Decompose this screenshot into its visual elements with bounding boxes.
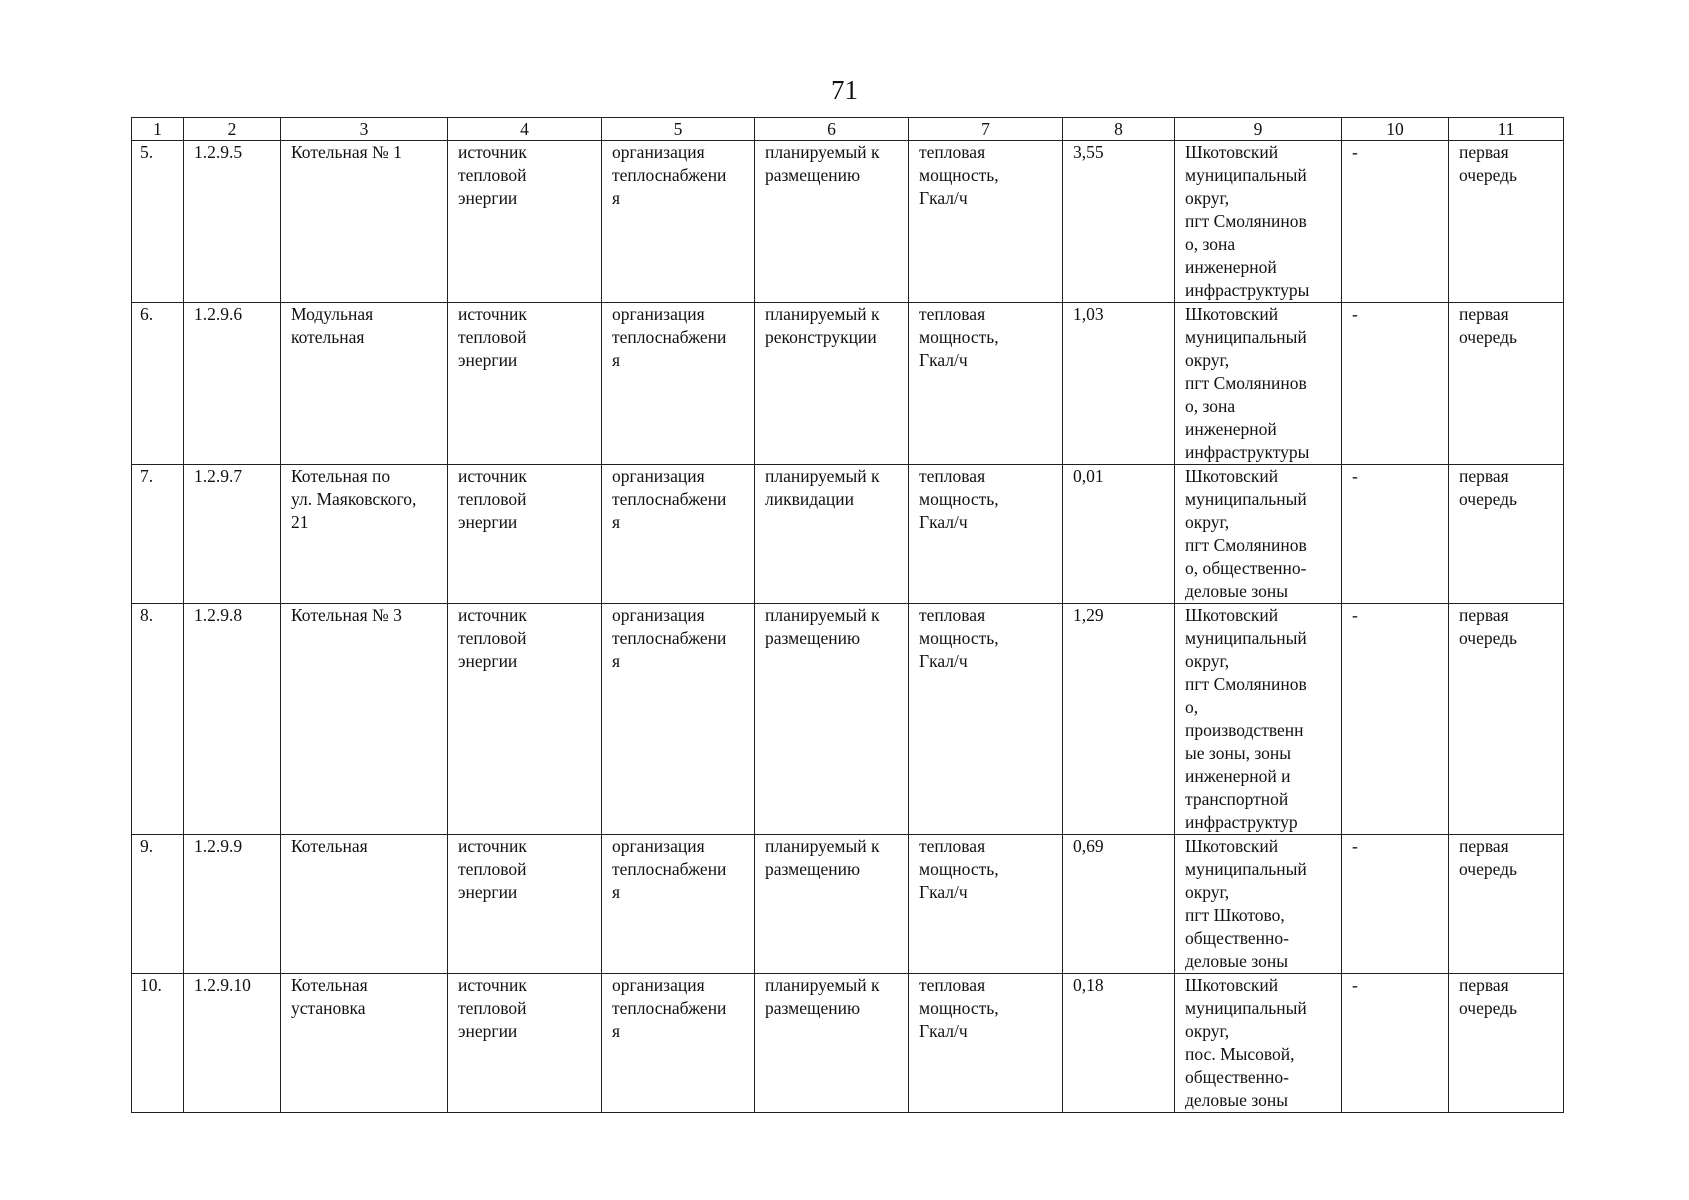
object-value: 0,69 xyxy=(1063,835,1175,974)
text-line: тепловой xyxy=(458,998,527,1018)
text-line: установка xyxy=(291,998,366,1018)
text-line: планируемый к xyxy=(765,304,880,324)
object-code: 1.2.9.9 xyxy=(184,835,281,974)
text-line: пгт Смолянинов xyxy=(1185,211,1307,231)
text-line: транспортной xyxy=(1185,789,1289,809)
column-10-value: - xyxy=(1342,835,1449,974)
text-line: Гкал/ч xyxy=(919,1021,968,1041)
text-line: я xyxy=(612,651,621,671)
object-characteristic xyxy=(909,604,1063,835)
object-purpose xyxy=(602,303,755,465)
text-line: мощность, xyxy=(919,327,999,347)
text-line: теплоснабжени xyxy=(612,165,727,185)
text-line: источник xyxy=(458,304,527,324)
object-name xyxy=(281,141,448,303)
text-line: Гкал/ч xyxy=(919,188,968,208)
page-number: 71 xyxy=(831,75,858,105)
object-status xyxy=(755,604,909,835)
object-code: 1.2.9.6 xyxy=(184,303,281,465)
column-10-value: - xyxy=(1342,604,1449,835)
text-line: Котельная № 1 xyxy=(291,142,402,162)
text-line: округ, xyxy=(1185,512,1230,532)
object-location xyxy=(1175,835,1342,974)
text-line: планируемый к xyxy=(765,836,880,856)
text-line: о, зона xyxy=(1185,234,1236,254)
text-line: теплоснабжени xyxy=(612,998,727,1018)
object-type xyxy=(448,141,602,303)
text-line: общественно- xyxy=(1185,928,1289,948)
text-line: ул. Маяковского, xyxy=(291,489,417,509)
text-line: планируемый к xyxy=(765,466,880,486)
object-status xyxy=(755,835,909,974)
text-line: первая xyxy=(1459,466,1509,486)
object-type xyxy=(448,604,602,835)
text-line: округ, xyxy=(1185,188,1230,208)
text-line: тепловая xyxy=(919,975,986,995)
text-line: организация xyxy=(612,975,705,995)
object-status xyxy=(755,141,909,303)
table-row xyxy=(132,141,1564,303)
header-cell-5: 5 xyxy=(602,118,755,141)
text-line: теплоснабжени xyxy=(612,859,727,879)
object-code: 1.2.9.7 xyxy=(184,465,281,604)
object-code: 1.2.9.8 xyxy=(184,604,281,835)
text-line: котельная xyxy=(291,327,365,347)
text-line: 21 xyxy=(291,512,309,532)
object-characteristic xyxy=(909,141,1063,303)
object-location xyxy=(1175,465,1342,604)
text-line: теплоснабжени xyxy=(612,327,727,347)
text-line: муниципальный xyxy=(1185,327,1307,347)
text-line: энергии xyxy=(458,512,518,532)
text-line: округ, xyxy=(1185,1021,1230,1041)
text-line: очередь xyxy=(1459,859,1518,879)
object-type xyxy=(448,303,602,465)
text-line: муниципальный xyxy=(1185,628,1307,648)
text-line: теплоснабжени xyxy=(612,628,727,648)
text-line: инфраструктуры xyxy=(1185,442,1310,462)
text-line: о, xyxy=(1185,697,1199,717)
object-name xyxy=(281,303,448,465)
header-cell-6: 6 xyxy=(755,118,909,141)
text-line: тепловой xyxy=(458,628,527,648)
text-line: муниципальный xyxy=(1185,165,1307,185)
text-line: инфраструктуры xyxy=(1185,280,1310,300)
text-line: теплоснабжени xyxy=(612,489,727,509)
text-line: Шкотовский xyxy=(1185,466,1279,486)
object-queue xyxy=(1449,974,1564,1113)
object-purpose xyxy=(602,141,755,303)
object-location xyxy=(1175,303,1342,465)
text-line: муниципальный xyxy=(1185,489,1307,509)
text-line: Модульная xyxy=(291,304,374,324)
header-cell-10: 10 xyxy=(1342,118,1449,141)
text-line: округ, xyxy=(1185,350,1230,370)
text-line: округ, xyxy=(1185,882,1230,902)
object-location xyxy=(1175,141,1342,303)
object-purpose xyxy=(602,835,755,974)
text-line: размещению xyxy=(765,998,861,1018)
text-line: мощность, xyxy=(919,998,999,1018)
object-code: 1.2.9.5 xyxy=(184,141,281,303)
header-cell-1: 1 xyxy=(132,118,184,141)
object-status xyxy=(755,974,909,1113)
text-line: я xyxy=(612,350,621,370)
column-10-value: - xyxy=(1342,303,1449,465)
object-purpose xyxy=(602,974,755,1113)
object-status xyxy=(755,465,909,604)
text-line: очередь xyxy=(1459,998,1518,1018)
text-line: пос. Мысовой, xyxy=(1185,1044,1295,1064)
text-line: Гкал/ч xyxy=(919,512,968,532)
text-line: Котельная по xyxy=(291,466,391,486)
text-line: мощность, xyxy=(919,165,999,185)
text-line: организация xyxy=(612,142,705,162)
column-10-value: - xyxy=(1342,141,1449,303)
object-queue xyxy=(1449,141,1564,303)
text-line: источник xyxy=(458,605,527,625)
text-line: планируемый к xyxy=(765,142,880,162)
text-line: Шкотовский xyxy=(1185,836,1279,856)
header-cell-7: 7 xyxy=(909,118,1063,141)
table-row xyxy=(132,604,1564,835)
text-line: я xyxy=(612,882,621,902)
text-line: округ, xyxy=(1185,651,1230,671)
text-line: пгт Смолянинов xyxy=(1185,535,1307,555)
object-name xyxy=(281,835,448,974)
text-line: о, зона xyxy=(1185,396,1236,416)
text-line: источник xyxy=(458,975,527,995)
header-row xyxy=(132,118,1564,141)
text-line: планируемый к xyxy=(765,975,880,995)
text-line: о, общественно- xyxy=(1185,558,1307,578)
object-code: 1.2.9.10 xyxy=(184,974,281,1113)
text-line: пгт Шкотово, xyxy=(1185,905,1285,925)
object-queue xyxy=(1449,303,1564,465)
text-line: энергии xyxy=(458,350,518,370)
text-line: деловые зоны xyxy=(1185,1090,1289,1110)
object-purpose xyxy=(602,465,755,604)
object-status xyxy=(755,303,909,465)
object-queue xyxy=(1449,604,1564,835)
text-line: тепловая xyxy=(919,142,986,162)
text-line: я xyxy=(612,188,621,208)
object-value: 1,03 xyxy=(1063,303,1175,465)
text-line: первая xyxy=(1459,975,1509,995)
text-line: тепловой xyxy=(458,165,527,185)
text-line: планируемый к xyxy=(765,605,880,625)
object-queue xyxy=(1449,465,1564,604)
text-line: Гкал/ч xyxy=(919,882,968,902)
table-row xyxy=(132,974,1564,1113)
text-line: организация xyxy=(612,836,705,856)
object-value: 3,55 xyxy=(1063,141,1175,303)
object-name xyxy=(281,604,448,835)
text-line: организация xyxy=(612,466,705,486)
text-line: тепловой xyxy=(458,327,527,347)
text-line: тепловая xyxy=(919,466,986,486)
header-cell-3: 3 xyxy=(281,118,448,141)
text-line: муниципальный xyxy=(1185,998,1307,1018)
header-cell-9: 9 xyxy=(1175,118,1342,141)
text-line: тепловая xyxy=(919,304,986,324)
text-line: деловые зоны xyxy=(1185,581,1289,601)
text-line: тепловая xyxy=(919,605,986,625)
text-line: инженерной xyxy=(1185,257,1277,277)
row-number: 6. xyxy=(132,303,184,465)
text-line: пгт Смолянинов xyxy=(1185,373,1307,393)
text-line: энергии xyxy=(458,1021,518,1041)
objects-table xyxy=(131,117,1564,1113)
text-line: организация xyxy=(612,605,705,625)
text-line: тепловая xyxy=(919,836,986,856)
text-line: муниципальный xyxy=(1185,859,1307,879)
text-line: источник xyxy=(458,142,527,162)
header-cell-11: 11 xyxy=(1449,118,1564,141)
text-line: я xyxy=(612,1021,621,1041)
text-line: производственн xyxy=(1185,720,1304,740)
table-row xyxy=(132,835,1564,974)
text-line: размещению xyxy=(765,859,861,879)
header-cell-8: 8 xyxy=(1063,118,1175,141)
text-line: мощность, xyxy=(919,859,999,879)
object-value: 1,29 xyxy=(1063,604,1175,835)
text-line: источник xyxy=(458,466,527,486)
object-name xyxy=(281,465,448,604)
text-line: энергии xyxy=(458,651,518,671)
text-line: пгт Смолянинов xyxy=(1185,674,1307,694)
text-line: энергии xyxy=(458,188,518,208)
text-line: тепловой xyxy=(458,859,527,879)
object-type xyxy=(448,465,602,604)
table-row xyxy=(132,465,1564,604)
text-line: первая xyxy=(1459,142,1509,162)
text-line: мощность, xyxy=(919,489,999,509)
text-line: Котельная xyxy=(291,975,368,995)
text-line: Гкал/ч xyxy=(919,350,968,370)
header-cell-2: 2 xyxy=(184,118,281,141)
text-line: источник xyxy=(458,836,527,856)
object-value: 0,18 xyxy=(1063,974,1175,1113)
table-row xyxy=(132,303,1564,465)
text-line: реконструкции xyxy=(765,327,877,347)
text-line: Шкотовский xyxy=(1185,975,1279,995)
object-type xyxy=(448,835,602,974)
header-cell-4: 4 xyxy=(448,118,602,141)
row-number: 10. xyxy=(132,974,184,1113)
column-10-value: - xyxy=(1342,974,1449,1113)
object-value: 0,01 xyxy=(1063,465,1175,604)
text-line: очередь xyxy=(1459,327,1518,347)
column-10-value: - xyxy=(1342,465,1449,604)
row-number: 7. xyxy=(132,465,184,604)
object-queue xyxy=(1449,835,1564,974)
text-line: общественно- xyxy=(1185,1067,1289,1087)
text-line: ые зоны, зоны xyxy=(1185,743,1292,763)
text-line: очередь xyxy=(1459,489,1518,509)
object-characteristic xyxy=(909,835,1063,974)
text-line: тепловой xyxy=(458,489,527,509)
text-line: первая xyxy=(1459,304,1509,324)
object-name xyxy=(281,974,448,1113)
text-line: Гкал/ч xyxy=(919,651,968,671)
text-line: мощность, xyxy=(919,628,999,648)
text-line: очередь xyxy=(1459,165,1518,185)
text-line: Котельная № 3 xyxy=(291,605,402,625)
text-line: инфраструктур xyxy=(1185,812,1298,832)
text-line: Шкотовский xyxy=(1185,605,1279,625)
text-line: организация xyxy=(612,304,705,324)
text-line: Шкотовский xyxy=(1185,304,1279,324)
row-number: 5. xyxy=(132,141,184,303)
text-line: деловые зоны xyxy=(1185,951,1289,971)
text-line: Котельная xyxy=(291,836,368,856)
text-line: размещению xyxy=(765,165,861,185)
text-line: Шкотовский xyxy=(1185,142,1279,162)
text-line: очередь xyxy=(1459,628,1518,648)
object-characteristic xyxy=(909,303,1063,465)
row-number: 9. xyxy=(132,835,184,974)
object-characteristic xyxy=(909,974,1063,1113)
object-characteristic xyxy=(909,465,1063,604)
text-line: инженерной xyxy=(1185,419,1277,439)
text-line: первая xyxy=(1459,836,1509,856)
text-line: ликвидации xyxy=(765,489,854,509)
row-number: 8. xyxy=(132,604,184,835)
object-location xyxy=(1175,974,1342,1113)
text-line: инженерной и xyxy=(1185,766,1291,786)
text-line: первая xyxy=(1459,605,1509,625)
text-line: я xyxy=(612,512,621,532)
object-purpose xyxy=(602,604,755,835)
object-type xyxy=(448,974,602,1113)
text-line: энергии xyxy=(458,882,518,902)
object-location xyxy=(1175,604,1342,835)
text-line: размещению xyxy=(765,628,861,648)
